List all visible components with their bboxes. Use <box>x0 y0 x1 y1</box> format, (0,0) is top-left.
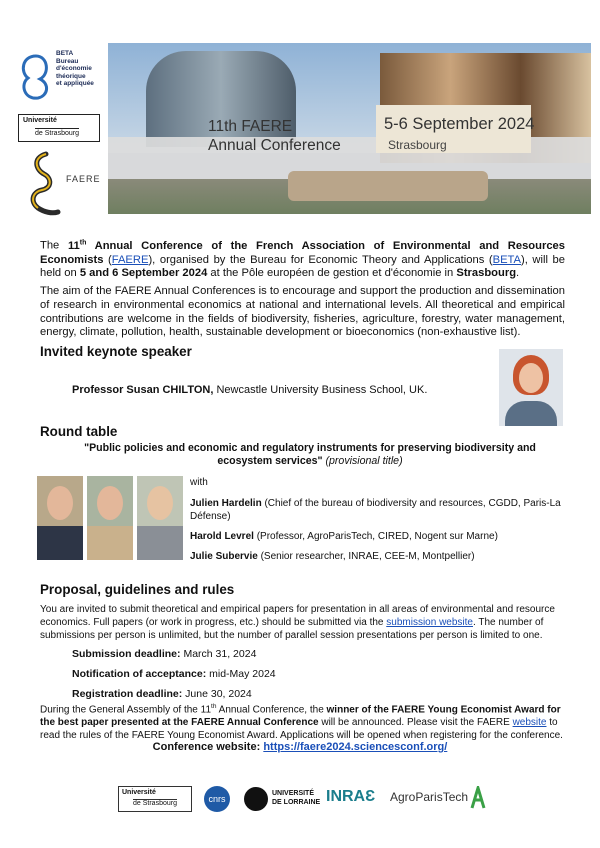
intro-ordinal: 11 <box>67 239 80 252</box>
award-paragraph <box>40 700 565 742</box>
beta-mark-icon <box>18 52 54 102</box>
intro-text: ), organised by the Bureau for Economic Theory and Applications ( <box>148 253 493 266</box>
panelist-name: Julien Hardelin <box>190 498 262 509</box>
panelist-photo-hardelin <box>37 476 83 560</box>
award-text: Annual Conference, the <box>216 704 327 716</box>
deadline-item <box>72 664 276 684</box>
footer-unistra-line1: Université <box>122 789 156 796</box>
unistra-logo-line2: de Strasbourg <box>35 130 79 137</box>
panelist-detail: (Senior researcher, INRAE, CEE-M, Montpellier) <box>257 551 475 562</box>
intro-text: ( <box>103 253 112 266</box>
partner-logos <box>118 786 488 812</box>
deadline-list <box>72 644 276 704</box>
deadline-value: mid-May 2024 <box>206 668 276 680</box>
round-table-title-text: "Public policies and economic and regulatory instruments for preserving biodiversity and ecosystem services" <box>84 442 536 467</box>
panelist-name: Harold Levrel <box>190 531 254 542</box>
beta-logo-line: et appliquée <box>56 80 94 88</box>
deadline-label: Registration deadline: <box>72 688 183 700</box>
intro-dates: 5 and 6 September 2024 <box>79 267 208 280</box>
proposal-text: You are invited to submit theoretical and empirical papers for presentation in all areas of environmental and resource economics. Full papers (or work in progress, etc.) should be submitted via the <box>40 604 555 628</box>
beta-logo-line: théorique <box>56 72 86 80</box>
panelist-item <box>190 550 562 563</box>
award-text: to read the rules of the FAERE Young Economist Award. Applications will be opened when registering for the conference. <box>40 717 563 742</box>
conference-website-label: Conference website: <box>152 741 264 753</box>
round-table-title <box>60 442 560 468</box>
footer-agroparistech-mark-icon <box>470 786 486 810</box>
footer-lorraine-line1: UNIVERSITÉ <box>272 790 315 797</box>
keynote-speaker-photo <box>499 349 563 426</box>
conference-website-link[interactable]: https://faere2024.sciencesconf.org/ <box>263 741 448 753</box>
intro-ordinal-suffix: th <box>79 239 87 246</box>
faere-lizard-icon <box>22 150 66 218</box>
beta-logo-line: Bureau <box>56 57 79 65</box>
panelist-photo-levrel <box>87 476 133 560</box>
panelist-name: Julie Subervie <box>190 551 258 562</box>
beta-link[interactable]: BETA <box>492 253 522 266</box>
submission-website-link[interactable]: submission website <box>386 617 473 628</box>
faere-link[interactable]: FAERE <box>111 253 149 266</box>
intro-association-name: Annual Conference of the French Association of Environmental and Resources Economists <box>40 239 565 266</box>
award-ordinal-suffix: th <box>211 703 217 710</box>
footer-lorraine-line2: DE LORRAINE <box>272 799 321 806</box>
intro-text: The <box>40 239 68 252</box>
faere-logo-text: FAERE <box>66 174 101 184</box>
intro-text: at the Pôle européen de gestion et d'économie in <box>207 267 457 280</box>
keynote-affiliation: Newcastle University Business School, UK. <box>213 384 428 396</box>
footer-unistra-logo <box>118 786 192 812</box>
faere-website-link[interactable]: website <box>512 717 547 729</box>
beta-logo-line: BETA <box>56 50 74 57</box>
intro-text: ), will be held on <box>40 253 566 280</box>
award-winner-text: winner of the FAERE Young Economist Award for the best paper presented at the FAERE Annual Conference <box>40 704 561 729</box>
panelist-photos <box>37 476 187 562</box>
deadline-value: March 31, 2024 <box>180 648 257 660</box>
conference-banner <box>108 43 591 214</box>
panelist-item <box>190 497 562 523</box>
deadline-value: June 30, 2024 <box>182 688 252 700</box>
banner-city: Strasbourg <box>388 138 447 152</box>
unistra-logo <box>18 114 100 142</box>
banner-title-line2: Annual Conference <box>208 137 341 154</box>
panelist-detail: (Professor, AgroParisTech, CIRED, Nogent sur Marne) <box>253 531 498 542</box>
panelist-photo-subervie <box>137 476 183 560</box>
beta-logo-line: d'économie <box>56 65 92 73</box>
footer-lorraine-logo <box>272 789 320 807</box>
keynote-speaker <box>72 384 427 396</box>
round-table-heading: Round table <box>40 424 118 439</box>
deadline-item <box>72 644 276 664</box>
deadline-label: Notification of acceptance: <box>72 668 207 680</box>
footer-cnrs-logo: cnrs <box>204 786 230 812</box>
panelist-detail: (Chief of the bureau of biodiversity and resources, CGDD, Paris-La Défense) <box>190 498 561 522</box>
round-table-with: with <box>190 477 208 488</box>
proposal-paragraph <box>40 603 565 642</box>
keynote-speaker-name: Professor Susan CHILTON, <box>72 384 214 396</box>
beta-logo <box>18 46 110 106</box>
footer-agroparistech-logo: AgroParisTech <box>390 790 469 804</box>
keynote-heading: Invited keynote speaker <box>40 344 192 359</box>
award-text: During the General Assembly of the 11 <box>40 704 212 716</box>
aim-paragraph: The aim of the FAERE Annual Conferences is to encourage and support the production and dissemination of research in environmental economics at national and international levels. All theoretical and empirical contributions are welcome in the fields of biodiversity, fisheries, agriculture, forestry, water management, energy, climate, pollution, health, sustainable development or bioeconomics (non-exhaustive list). <box>40 285 565 339</box>
panelist-list <box>190 497 562 563</box>
banner-bridge-image <box>288 171 488 201</box>
intro-paragraph <box>40 236 565 281</box>
banner-title-line1: 11th FAERE <box>208 118 293 135</box>
round-table-title-note: (provisional title) <box>322 455 403 467</box>
award-text: will be announced. Please visit the FAERE <box>318 717 513 729</box>
proposal-text: . The number of submissions per person is unlimited, but the number of parallel session presentations per person is limited to one. <box>40 617 544 641</box>
faere-logo <box>22 150 102 218</box>
conference-website <box>0 741 600 753</box>
intro-city: Strasbourg <box>456 267 517 280</box>
footer-inrae-logo: INRAƐ <box>326 788 376 805</box>
unistra-logo-line1: Université <box>23 117 57 124</box>
banner-dates: 5-6 September 2024 <box>384 115 535 133</box>
footer-unistra-line2: de Strasbourg <box>133 800 177 807</box>
panelist-item <box>190 530 562 543</box>
intro-text: . <box>516 267 520 280</box>
proposal-heading: Proposal, guidelines and rules <box>40 582 235 597</box>
footer-lorraine-mark-icon <box>244 787 268 811</box>
deadline-label: Submission deadline: <box>72 648 181 660</box>
banner-title <box>208 117 341 155</box>
